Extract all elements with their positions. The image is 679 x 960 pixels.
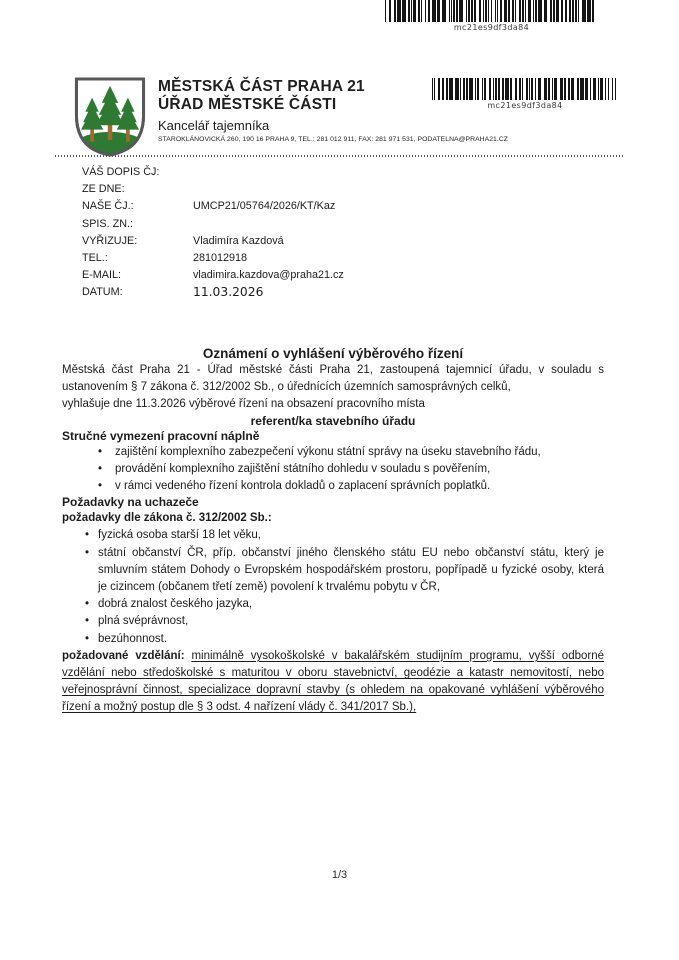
page-number: 1/3 [331,869,348,881]
top-barcode [385,0,598,32]
ref-label: VÁŠ DOPIS ČJ: [82,166,160,178]
letterhead [158,78,508,143]
letter-body [62,346,604,717]
requirements-list [62,527,604,647]
contact-line: STAROKLÁNOVICKÁ 260, 190 16 PRAHA 9, TEL.: 281 012 911, FAX: 281 971 531, PODATELNA@PRAHA21.CZ [158,136,508,143]
list-item: • dobrá znalost českého jazyka, [62,596,604,613]
list-item: • plná svéprávnost, [62,613,604,630]
barcode-icon [432,78,618,100]
ref-value-date: 11.03.2026 [193,285,264,300]
list-item: • fyzická osoba starší 18 let věku, [62,527,604,544]
page-title: Oznámení o vyhlášení výběrového řízení [202,346,464,361]
list-item: • státní občanství ČR, příp. občanství jiného členského státu EU nebo občanství státu, který je smluvním státem Dohody o Evropském hospodářském prostoru, popřípadě u fyzické osoby, která je cizincem (občanem třetí země) povolení k trvalému pobytu v ČR, [62,545,604,597]
ref-row [82,284,344,301]
ref-label: E-MAIL: [82,269,121,282]
ref-row [82,216,344,233]
ref-value: 281012918 [193,252,248,265]
ref-value: Vladimíra Kazdová [193,234,284,247]
education-text: minimálně vysokoškolské v bakalářském studijním programu, vyšší odborné vzdělání nebo středoškolské s maturitou v oboru stavebnictví, geodézie a katastr nemovitostí, nebo veřejnosprávní činnost, specializace dopravní stavby (s ohledem na opakované vyhlášení výběrového řízení a možný postup dle § 3 odst. 4 nařízení vlády č. 341/2017 Sb.), [62,649,604,714]
job-description-list [62,444,604,496]
ref-row [82,181,344,198]
barcode-icon [385,0,598,22]
list-item: • v rámci vedeného řízení kontrola dokladů o zaplacení správních poplatků. [62,478,604,495]
header-barcode [432,78,618,110]
reference-block [82,164,344,302]
ref-row [82,250,344,267]
section-heading-requirements: Požadavky na uchazeče [62,495,199,510]
org-name-line2: ÚŘAD MĚSTSKÉ ČÁSTI [158,96,337,113]
ref-label: SPIS. ZN.: [82,217,133,230]
ref-row [82,164,344,181]
requirements-subheading: požadavky dle zákona č. 312/2002 Sb.: [62,512,272,525]
header-barcode-caption: mc21es9df3da84 [487,101,563,110]
education-requirement [62,648,604,717]
intro-paragraph: Městská část Praha 21 - Úřad městské části Praha 21, zastoupená tajemnicí úřadu, v souladu s ustanovením § 7 zákona č. 312/2002 Sb., o úřednících územních samosprávných celků, [62,364,604,394]
ref-row [82,233,344,250]
ref-value: UMCP21/05764/2026/KT/Kaz [193,200,336,213]
ref-label: TEL.: [82,252,108,265]
ref-row [82,198,344,215]
list-item: • zajištění komplexního zabezpečení výkonu státní správy na úseku stavebního řádu, [62,444,604,461]
ref-label: ZE DNE: [82,183,125,196]
education-label: požadované vzdělání: [62,649,185,662]
ref-label: NAŠE ČJ.: [82,200,134,213]
ref-label: VYŘIZUJE: [82,234,138,247]
announcement-paragraph: vyhlašuje dne 11.3.2026 výběrové řízení na obsazení pracovního místa [62,398,425,411]
ref-value: vladimira.kazdova@praha21.cz [193,269,344,282]
dotted-separator [55,155,623,157]
section-heading-job-description: Stručné vymezení pracovní náplně [62,428,260,443]
department-name: Kancelář tajemníka [158,118,270,133]
coat-of-arms-logo [72,76,148,158]
top-barcode-caption: mc21es9df3da84 [453,23,530,32]
list-item: • provádění komplexního zajištění státního dohledu v souladu s pověřením, [62,461,604,478]
list-item: • bezúhonnost. [62,631,604,648]
ref-label: DATUM: [82,286,123,299]
org-name-line1: MĚSTSKÁ ČÁST PRAHA 21 [158,78,365,95]
position-title: referent/ka stavebního úřadu [250,413,416,428]
ref-row [82,267,344,284]
